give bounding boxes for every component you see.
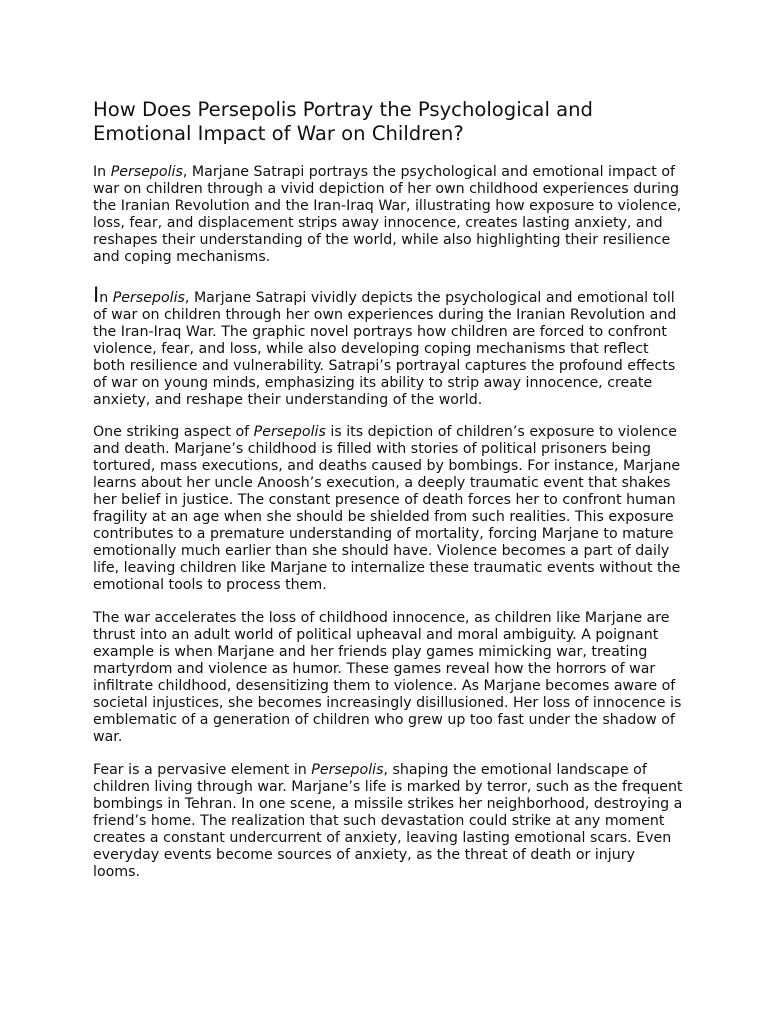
paragraph-text-end: is its depiction of children’s exposure to violence and death. Marjane’s childhood is filled with stories of political prisoners being tortured, mass executions, and deaths caused by bombings. For instance, Marjane learns about her uncle Anoosh’s execution, a deeply traumatic event that shakes her belief in justice. The constant presence of death forces her to confront human fragility at an age when she should be shielded from such realities. This exposure contributes to a premature understanding of mortality, forcing Marjane to mature emotionally much earlier than she should have. Violence becomes a part of daily life, leaving children like Marjane to internalize these traumatic events without the emotional tools to process them. [93, 424, 681, 593]
paragraph-text-start: Fear is a pervasive element in [93, 762, 312, 778]
book-title-italic: Persepolis [110, 164, 183, 180]
paragraph-text-end: , Marjane Satrapi vividly depicts the psychological and emotional toll of war on children through her own experiences during the Iranian Revolution and the Iran-Iraq War. The graphic novel portrays how children are forced to confront violence, fear, and loss, while also developing coping mechanisms that reflect both resilience and vulnerability. Satrapi’s portrayal captures the profound effects of war on young minds, emphasizing its ability to strip away innocence, create anxiety, and reshape their understanding of the world. [93, 290, 677, 408]
book-title-italic: Persepolis [112, 290, 185, 306]
book-title-italic: Persepolis [311, 762, 384, 778]
paragraph-text-start: One striking aspect of [93, 424, 254, 440]
paragraph-text-end: , shaping the emotional landscape of children living through war. Marjane’s life is marked by terror, such as the frequent bombings in Tehran. In one scene, a missile strikes her neighborhood, destroying a friend’s home. The realization that such devastation could strike at any moment creates a constant undercurrent of anxiety, leaving lasting emotional scars. Even everyday events become sources of anxiety, as the threat of death or injury looms. [93, 762, 683, 880]
paragraph-text-start: n [99, 290, 113, 306]
body-paragraph-4 [93, 762, 683, 881]
document-page [93, 98, 683, 897]
body-paragraph-1 [93, 283, 683, 409]
document-title: How Does Persepolis Portray the Psychological and Emotional Impact of War on Children? [93, 98, 593, 145]
body-paragraph-2 [93, 424, 683, 594]
thesis-text-start: In [93, 164, 111, 180]
body-paragraph-3: The war accelerates the loss of childhood innocence, as children like Marjane are thrust into an adult world of political upheaval and moral ambiguity. A poignant example is when Marjane and her friends play games mimicking war, treating martyrdom and violence as humor. These games reveal how the horrors of war infiltrate childhood, desensitizing them to violence. As Marjane becomes aware of societal injustices, she becomes increasingly disillusioned. Her loss of innocence is emblematic of a generation of children who grew up too fast under the shadow of war. [93, 610, 682, 745]
book-title-italic: Persepolis [253, 424, 326, 440]
drop-cap: I [93, 283, 100, 307]
thesis-text-end: , Marjane Satrapi portrays the psychological and emotional impact of war on children through a vivid depiction of her own childhood experiences during the Iranian Revolution and the Iran-Iraq War, illustrating how exposure to violence, loss, fear, and displacement strips away innocence, creates lasting anxiety, and reshapes their understanding of the world, while also highlighting their resilience and coping mechanisms. [93, 164, 682, 265]
thesis-paragraph [93, 164, 683, 266]
